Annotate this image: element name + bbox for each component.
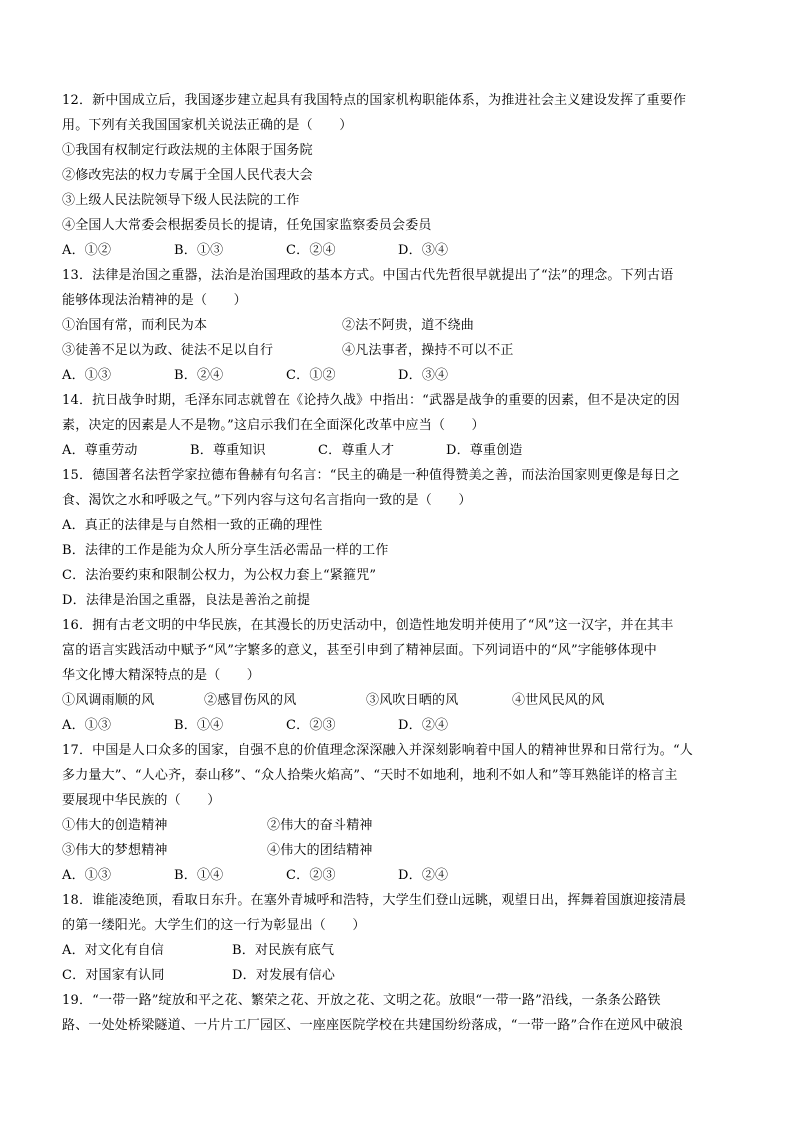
q17-item-3: ③伟大的梦想精神 (62, 843, 168, 858)
q13-items-row-2 (62, 338, 736, 363)
q14-option-b[interactable]: B．尊重知识 (190, 443, 266, 458)
q13-option-d[interactable]: D．③④ (398, 368, 449, 383)
q14-options (62, 438, 736, 463)
q18-option-d[interactable]: D．对发展有信心 (232, 968, 336, 983)
q13-item-1: ①治国有常，而利民为本 (62, 318, 208, 333)
q15-stem-line-2: 食、渴饮之水和呼吸之气。”下列内容与这句名言指向一致的是（ ） (62, 493, 472, 508)
q18-option-b[interactable]: B．对民族有底气 (232, 943, 335, 958)
q16-items (62, 688, 736, 713)
q18-options-row-1 (62, 938, 736, 963)
q18-option-a[interactable]: A．对文化有自信 (62, 943, 164, 958)
q14-option-c[interactable]: C．尊重人才 (318, 443, 395, 458)
q12-option-a[interactable]: A．①② (62, 243, 112, 258)
q17-option-d[interactable]: D．②④ (398, 868, 449, 883)
q15-option-c[interactable]: C．法治要约束和限制公权力，为公权力套上“紧箍咒” (62, 568, 377, 583)
q13-options (62, 363, 736, 388)
q17-options (62, 863, 736, 888)
q16-stem-line-3: 华文化博大精深特点的是（ ） (62, 668, 261, 683)
q19-stem-line-2: 路、一处处桥梁隧道、一片片工厂园区、一座座医院学校在共建国纷纷落成，“一带一路”合作在逆风中破浪 (62, 1018, 683, 1033)
q17-stem-line-1: 17．中国是人口众多的国家，自强不息的价值理念深深融入并深刻影响着中国人的精神世界和日常行为。“人 (62, 743, 693, 758)
q16-item-1: ①风调雨顺的风 (62, 693, 155, 708)
q15-stem-line-1: 15．德国著名法哲学家拉德布鲁赫有句名言：“民主的确是一种值得赞美之善，而法治国家则更像是每日之 (62, 468, 680, 483)
q16-option-d[interactable]: D．②④ (398, 718, 449, 733)
q16-option-a[interactable]: A．①③ (62, 718, 112, 733)
q16-item-3: ③风吹日晒的风 (366, 693, 459, 708)
q13-item-3: ③徒善不足以为政、徒法不足以自行 (62, 343, 274, 358)
q16-options (62, 713, 736, 738)
q16-option-b[interactable]: B．①④ (174, 718, 224, 733)
q12-item-1: ①我国有权制定行政法规的主体限于国务院 (62, 143, 313, 158)
q15-option-b[interactable]: B．法律的工作是能为众人所分享生活必需品一样的工作 (62, 543, 389, 558)
q13-stem-line-2: 能够体现法治精神的是（ ） (62, 293, 247, 308)
q17-option-c[interactable]: C．②③ (286, 868, 336, 883)
q16-stem-line-2: 富的语言实践活动中赋予“风”字繁多的意义，甚至引申到了精神层面。下列词语中的“风”字能够体现中 (62, 643, 657, 658)
q12-stem-line-2: 用。下列有关我国国家机关说法正确的是（ ） (62, 118, 353, 133)
q13-item-2: ②法不阿贵，道不绕曲 (342, 318, 475, 333)
q17-items-row-2 (62, 838, 736, 863)
q12-options (62, 238, 736, 263)
q15-option-a[interactable]: A．真正的法律是与自然相一致的正确的理性 (62, 518, 323, 533)
q12-item-3: ③上级人民法院领导下级人民法院的工作 (62, 193, 300, 208)
q17-option-b[interactable]: B．①④ (174, 868, 224, 883)
q19-stem-line-1: 19．“一带一路”绽放和平之花、繁荣之花、开放之花、文明之花。放眼“一带一路”沿线，一条条公路铁 (62, 993, 661, 1008)
question-list (62, 88, 736, 1038)
q17-items-row-1 (62, 813, 736, 838)
q12-item-2: ②修改宪法的权力专属于全国人民代表大会 (62, 168, 313, 183)
q17-stem-line-2: 多力量大”、“人心齐，泰山移”、“众人拾柴火焰高”、“天时不如地利，地利不如人和”等耳熟能详的格言主 (62, 768, 678, 783)
q17-stem-line-3: 要展现中华民族的（ ） (62, 793, 221, 808)
q17-item-4: ④伟大的团结精神 (267, 843, 373, 858)
q14-option-d[interactable]: D．尊重创造 (446, 443, 523, 458)
q16-option-c[interactable]: C．②③ (286, 718, 336, 733)
q16-item-2: ②感冒伤风的风 (204, 693, 297, 708)
q12-option-c[interactable]: C．②④ (286, 243, 336, 258)
q13-option-b[interactable]: B．②④ (174, 368, 224, 383)
q12-stem-line-1: 12．新中国成立后，我国逐步建立起具有我国特点的国家机构职能体系，为推进社会主义建设发挥了重要作 (62, 93, 687, 108)
q16-stem-line-1: 16．拥有古老文明的中华民族，在其漫长的历史活动中，创造性地发明并使用了“风”这一汉字，并在其丰 (62, 618, 674, 633)
q12-option-d[interactable]: D．③④ (398, 243, 449, 258)
q17-option-a[interactable]: A．①③ (62, 868, 112, 883)
q13-stem-line-1: 13．法律是治国之重器，法治是治国理政的基本方式。中国古代先哲很早就提出了“法”的理念。下列古语 (62, 268, 674, 283)
q13-items-row-1 (62, 313, 736, 338)
q13-item-4: ④凡法事者，操持不可以不正 (342, 343, 514, 358)
q14-option-a[interactable]: A．尊重劳动 (62, 443, 138, 458)
q17-item-1: ①伟大的创造精神 (62, 818, 168, 833)
q17-item-2: ②伟大的奋斗精神 (267, 818, 373, 833)
q18-stem-line-1: 18．谁能凌绝顶，看取日东升。在塞外青城呼和浩特，大学生们登山远眺，观望日出，挥舞着国旗迎接清晨 (62, 893, 687, 908)
q12-option-b[interactable]: B．①③ (174, 243, 224, 258)
q14-stem-line-2: 素，决定的因素是人不是物。”这启示我们在全面深化改革中应当（ ） (62, 418, 485, 433)
q13-option-a[interactable]: A．①③ (62, 368, 112, 383)
q15-option-d[interactable]: D．法律是治国之重器，良法是善治之前提 (62, 593, 311, 608)
q16-item-4: ④世风民风的风 (512, 693, 605, 708)
q18-option-c[interactable]: C．对国家有认同 (62, 968, 165, 983)
q14-stem-line-1: 14．抗日战争时期，毛泽东同志就曾在《论持久战》中指出：“武器是战争的重要的因素，但不是决定的因 (62, 393, 680, 408)
q12-item-4: ④全国人大常委会根据委员长的提请，任免国家监察委员会委员 (62, 218, 432, 233)
q18-options-row-2 (62, 963, 736, 988)
q13-option-c[interactable]: C．①② (286, 368, 336, 383)
q18-stem-line-2: 的第一缕阳光。大学生们的这一行为彰显出（ ） (62, 918, 366, 933)
